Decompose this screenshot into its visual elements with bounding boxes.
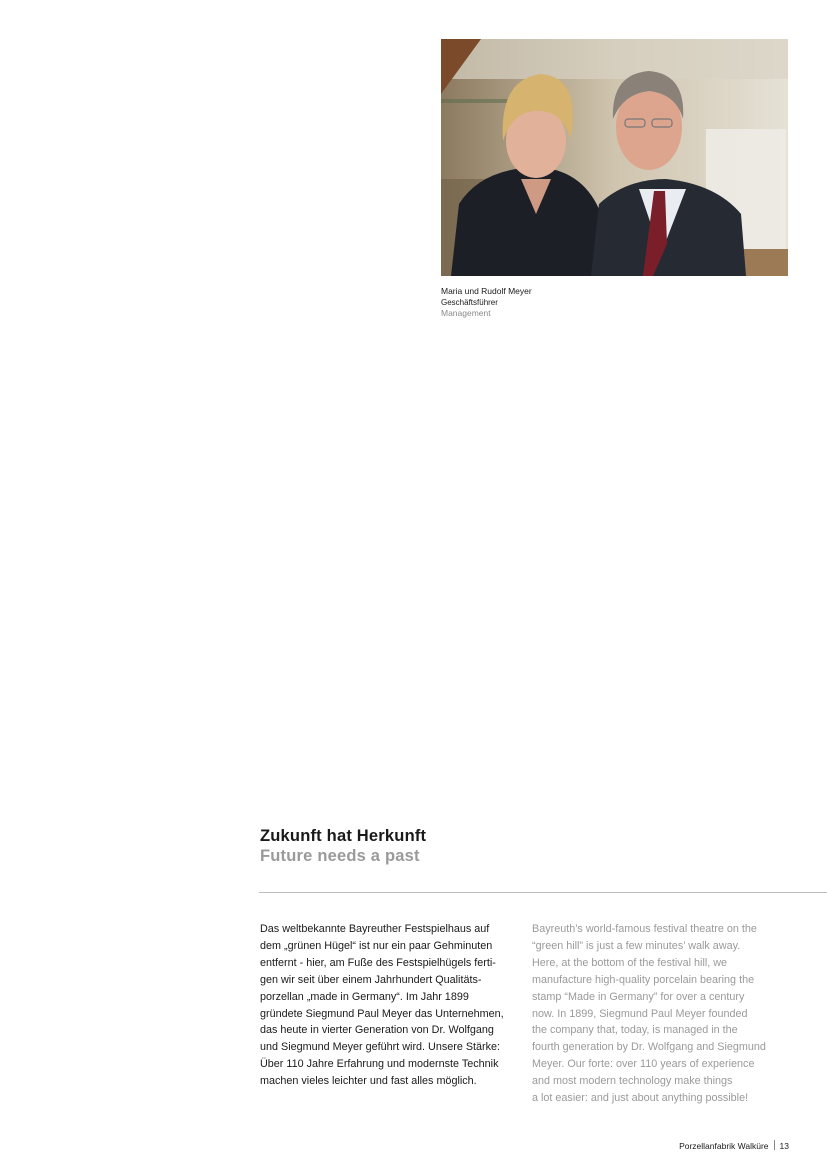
text-line: Meyer. Our forte: over 110 years of experience bbox=[532, 1058, 755, 1071]
text-line: gen wir seit über einem Jahrhundert Qualitäts- bbox=[260, 973, 482, 986]
text-line: gründete Siegmund Paul Meyer das Unternehmen, bbox=[260, 1007, 504, 1020]
portrait-illustration bbox=[441, 39, 788, 276]
text-line: the company that, today, is managed in the bbox=[532, 1024, 738, 1037]
page-number: 13 bbox=[779, 1141, 789, 1151]
photo-caption bbox=[441, 286, 532, 319]
page-footer bbox=[679, 1140, 789, 1151]
section-heading bbox=[260, 826, 426, 866]
caption-role-en: Management bbox=[441, 308, 491, 318]
caption-name: Maria und Rudolf Meyer bbox=[441, 286, 532, 296]
footer-separator bbox=[774, 1140, 775, 1150]
footer-brand: Porzellanfabrik Walküre bbox=[679, 1141, 769, 1151]
caption-role-de: Geschäftsführer bbox=[441, 298, 498, 307]
text-line: Das weltbekannte Bayreuther Festspielhaus auf bbox=[260, 923, 490, 935]
text-line: Here, at the bottom of the festival hill, we bbox=[532, 956, 728, 969]
text-line: und Siegmund Meyer geführt wird. Unsere Stärke: bbox=[260, 1041, 501, 1054]
text-line: Über 110 Jahre Erfahrung und modernste Technik bbox=[260, 1058, 499, 1071]
heading-de: Zukunft hat Herkunft bbox=[260, 827, 427, 845]
text-line: manufacture high-quality porcelain bearing the bbox=[532, 973, 755, 986]
body-text-en bbox=[532, 921, 788, 1107]
body-text-de bbox=[260, 921, 516, 1090]
portrait-photo bbox=[441, 39, 788, 276]
text-line: das heute in vierter Generation von Dr. Wolfgang bbox=[260, 1024, 494, 1037]
text-line: machen vieles leichter und fast alles möglich. bbox=[260, 1075, 477, 1088]
divider-line bbox=[259, 892, 827, 893]
text-line: a lot easier: and just about anything possible! bbox=[532, 1092, 749, 1105]
text-line: dem „grünen Hügel“ ist nur ein paar Gehminuten bbox=[260, 939, 493, 952]
text-line: and most modern technology make things bbox=[532, 1075, 733, 1088]
heading-en: Future needs a past bbox=[260, 847, 420, 865]
text-line: now. In 1899, Siegmund Paul Meyer founded bbox=[532, 1007, 748, 1020]
text-line: “green hill” is just a few minutes’ walk away. bbox=[532, 939, 741, 952]
text-line: entfernt - hier, am Fuße des Festspielhügels ferti- bbox=[260, 956, 496, 969]
text-line: Bayreuth’s world-famous festival theatre on the bbox=[532, 923, 757, 935]
text-line: stamp “Made in Germany” for over a century bbox=[532, 990, 745, 1003]
text-line: porzellan „made in Germany“. Im Jahr 1899 bbox=[260, 990, 469, 1003]
text-line: fourth generation by Dr. Wolfgang and Siegmund bbox=[532, 1041, 766, 1054]
